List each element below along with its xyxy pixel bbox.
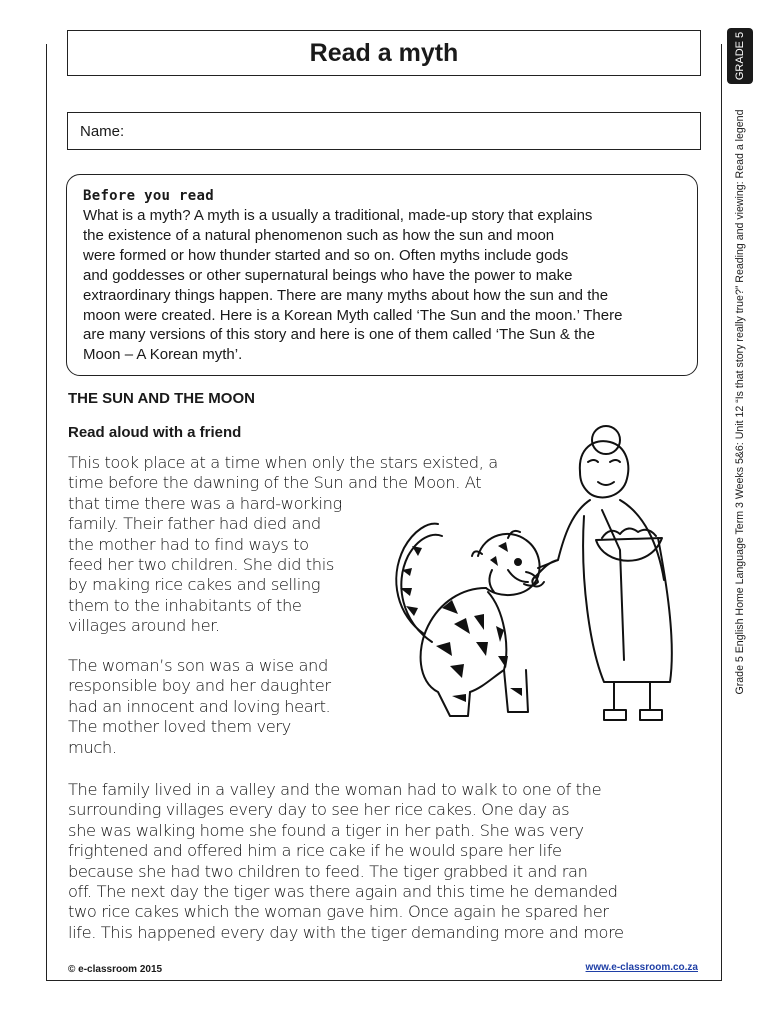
before-you-read-box [66,174,698,376]
story-line: villages around her. [68,616,220,636]
footer-copyright: © e-classroom 2015 [68,964,163,975]
intro-line: Moon – A Korean myth’. [83,346,243,364]
grade-tab [727,28,753,84]
title-box [67,30,701,76]
story-line: she was walking home she found a tiger in her path. She was very [68,820,584,840]
story-instruction: Read aloud with a friend [68,424,242,441]
footer-url-link[interactable]: www.e-classroom.co.za [585,962,698,973]
intro-line: What is a myth? A myth is a usually a traditional, made-up story that explains [83,207,593,224]
story-line: by making rice cakes and selling [68,575,321,595]
story-paragraph-2 [68,656,368,758]
story-line: responsible boy and her daughter [68,676,331,696]
intro-line: extraordinary things happen. There are many myths about how the sun and the [83,286,609,304]
before-you-read-text [83,206,683,365]
story-line: off. The next day the tiger was there again and this time he demanded [68,882,618,902]
story-line: This took place at a time when only the stars existed, a [68,453,498,472]
intro-line: were formed or how thunder started and so on. Often myths include gods [83,246,569,264]
story-line: that time there was a hard-working [68,493,342,513]
story-line: feed her two children. She did this [68,555,334,575]
story-line: The mother loved them very [68,717,291,737]
story-line: surrounding villages every day to see her rice cakes. One day as [68,800,570,820]
story-line: the mother had to find ways to [68,534,309,554]
story-line: time before the dawning of the Sun and the Moon. At [68,473,482,493]
name-field[interactable] [67,112,701,150]
grade-tab-label: GRADE 5 [734,31,747,81]
intro-line: are many versions of this story and here is one of them called ‘The Sun & the [83,326,595,344]
story-line: had an innocent and loving heart. [68,696,331,716]
page-title: Read a myth [309,38,459,67]
story-line: The woman’s son was a wise and [68,656,328,675]
intro-line: the existence of a natural phenomenon such as how the sun and moon [83,226,555,244]
sidebar-vertical-text: Grade 5 English Home Language Term 3 Weeks 5&6: Unit 12 “Is that story really true?” Reading and viewing: Read a legend [734,109,746,695]
name-label: Name: [80,122,125,140]
intro-line: and goddesses or other supernatural beings who have the power to make [83,266,573,284]
story-line: much. [68,737,117,757]
intro-line: moon were created. Here is a Korean Myth called ‘The Sun and the moon.’ There [83,306,623,324]
story-line: frightened and offered him a rice cake if he would spare her life [68,841,562,861]
story-line: them to the inhabitants of the [68,595,302,615]
before-you-read-heading: Before you read [83,188,214,204]
story-title: THE SUN AND THE MOON [68,390,255,407]
story-line: The family lived in a valley and the woman had to walk to one of the [68,780,602,799]
story-line: family. Their father had died and [68,514,321,534]
story-line: because she had two children to feed. The tiger grabbed it and ran [68,861,588,881]
story-paragraph-3 [68,780,708,943]
tiger-and-woman-illustration [358,420,703,750]
story-line: two rice cakes which the woman gave him. Once again he spared her [68,902,609,922]
story-line: life. This happened every day with the tiger demanding more and more [68,922,624,942]
